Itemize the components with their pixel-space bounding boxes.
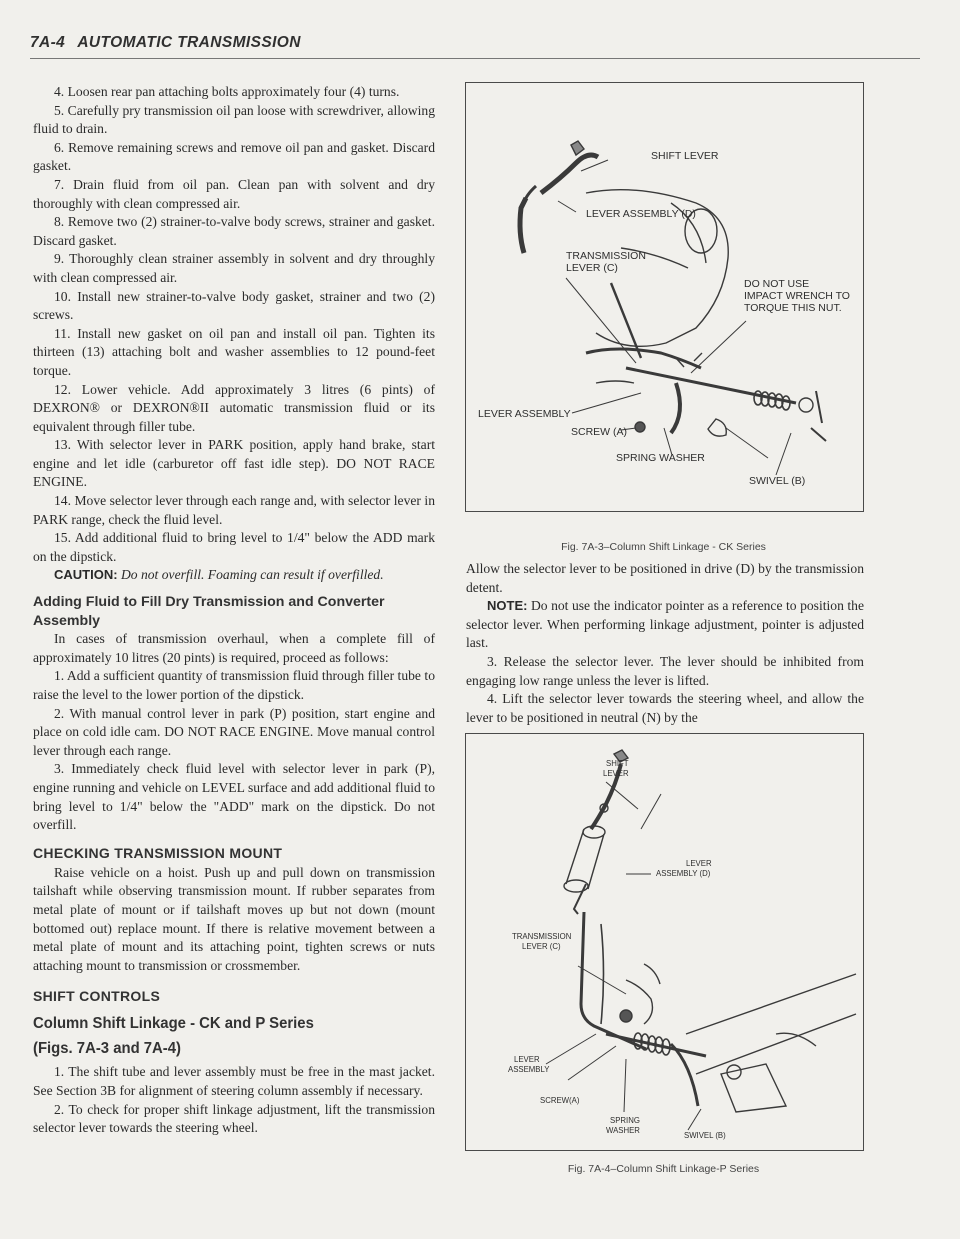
fig2-label-screw-a: SCREW(A) xyxy=(540,1096,580,1105)
step-10: 10. Install new strainer-to-valve body gasket, strainer and two (2) screws. xyxy=(33,288,435,323)
left-column xyxy=(33,83,435,1138)
step-9: 9. Thoroughly clean strainer assembly in solvent and dry throughly with clean compressed air. xyxy=(33,251,435,285)
caution-text: Do not overfill. Foaming can result if overfilled. xyxy=(120,567,384,583)
section-heading-fill-dry: Adding Fluid to Fill Dry Transmission and Converter Assembly xyxy=(33,594,385,629)
fig2-label-spring-1: SPRING xyxy=(610,1116,640,1125)
fig2-label-trans-2: LEVER (C) xyxy=(522,942,561,951)
fig2-label-shift-2: LEVER xyxy=(603,769,629,778)
fig1-label-transmission-2: LEVER (C) xyxy=(566,262,618,274)
fig1-label-swivel-b: SWIVEL (B) xyxy=(749,475,806,487)
right-step-3: 3. Release the selector lever. The lever should be inhibited from engaging low range unless the lever is lifted. xyxy=(466,653,864,688)
fig2-label-swivel-b: SWIVEL (B) xyxy=(684,1131,726,1140)
shift-step-1: 1. The shift tube and lever assembly must be free in the mast jacket. See Section 3B for alignment of steering column assembly if necessary. xyxy=(33,1064,435,1098)
fig1-warning-3: TORQUE THIS NUT. xyxy=(744,302,842,314)
page-title: AUTOMATIC TRANSMISSION xyxy=(77,34,301,51)
step-6: 6. Remove remaining screws and remove oil pan and gasket. Discard gasket. xyxy=(33,139,435,174)
fig1-warning-1: DO NOT USE xyxy=(744,278,810,290)
fig1-label-lever-assembly-d: LEVER ASSEMBLY (D) xyxy=(586,208,696,220)
caution-note xyxy=(33,566,435,585)
fig1-label-shift-lever: SHIFT LEVER xyxy=(651,150,719,162)
fig2-label-shift-1: SHIFT xyxy=(606,759,629,768)
step-11: 11. Install new gasket on oil pan and install oil pan. Tighten its thirteen (13) attaching bolt and washer assemblies to 12 pound-feet torque. xyxy=(33,325,435,378)
fig2-label-spring-2: WASHER xyxy=(606,1126,640,1135)
figure-7a-3-caption: Fig. 7A-3–Column Shift Linkage - CK Series xyxy=(561,541,766,553)
right-note xyxy=(466,597,864,653)
fig1-label-transmission-1: TRANSMISSION xyxy=(566,250,646,262)
step-13: 13. With selector lever in PARK position, apply hand brake, start engine and let idle (carburetor off fast idle step). DO NOT RACE ENGINE. xyxy=(33,437,435,490)
fig1-label-lever-assembly: LEVER ASSEMBLY xyxy=(478,408,571,420)
right-para-1: Allow the selector lever to be positioned in drive (D) by the transmission detent. xyxy=(466,561,864,595)
fig1-label-screw-a: SCREW (A) xyxy=(571,426,627,438)
fill-dry-intro: In cases of transmission overhaul, when a complete fill of approximately 10 litres (20 pints) is required, proceed as follows: xyxy=(33,631,435,665)
step-4: 4. Loosen rear pan attaching bolts approximately four (4) turns. xyxy=(54,84,400,99)
figure-7a-4-illustration xyxy=(466,734,863,1150)
figure-7a-3 xyxy=(465,82,864,512)
mount-text: Raise vehicle on a hoist. Push up and pull down on transmission tailshaft while observing transmission mount. If rubber separates from metal plate of mount or if tailshaft moves up but not down (mount bottomed out) replace mount. If there is relative movement between a metal plate of mount and its attaching point, tighten screws or nuts attaching mount to transmission or crossmember. xyxy=(33,864,435,973)
right-step-4: 4. Lift the selector lever towards the steering wheel, and allow the lever to be positioned in neutral (N) by the xyxy=(466,691,864,725)
fig2-label-lever-asm-2: ASSEMBLY xyxy=(508,1065,550,1074)
fig1-label-spring-washer: SPRING WASHER xyxy=(616,452,705,464)
section-heading-mount: CHECKING TRANSMISSION MOUNT xyxy=(33,844,283,861)
fill-step-3: 3. Immediately check fluid level with selector lever in park (P), engine running and vehicle on LEVEL surface and add additional fluid to bring level to 1/4" below the "ADD" mark on the dipstick. Do not overfill. xyxy=(33,761,435,833)
step-15: 15. Add additional fluid to bring level to 1/4" below the ADD mark on the dipstick. xyxy=(33,530,435,564)
section-heading-column-shift: Column Shift Linkage - CK and P Series xyxy=(33,1015,314,1033)
header-rule xyxy=(30,58,920,59)
step-8: 8. Remove two (2) strainer-to-valve body screws, strainer and gasket. Discard gasket. xyxy=(33,214,435,248)
fig2-label-lever-asm-1: LEVER xyxy=(514,1055,540,1064)
step-5: 5. Carefully pry transmission oil pan loose with screwdriver, allowing fluid to drain. xyxy=(33,102,435,137)
step-7: 7. Drain fluid from oil pan. Clean pan with solvent and dry thoroughly with clean compressed air. xyxy=(33,176,435,211)
caution-label: CAUTION: xyxy=(54,567,118,583)
note-label: NOTE: xyxy=(487,598,528,614)
fig2-label-lever-d-1: LEVER xyxy=(686,859,712,868)
fig1-warning-2: IMPACT WRENCH TO xyxy=(744,290,850,302)
fig2-label-trans-1: TRANSMISSION xyxy=(512,932,572,941)
step-14: 14. Move selector lever through each range and, with selector lever in PARK range, check the fluid level. xyxy=(33,493,435,527)
section-number: 7A-4 xyxy=(30,34,66,51)
step-12: 12. Lower vehicle. Add approximately 3 litres (6 pints) of DEXRON® or DEXRON®II automatic transmission fluid or its equivalent through filler tube. xyxy=(33,381,435,434)
page-header xyxy=(30,34,920,52)
fig2-label-lever-d-2: ASSEMBLY (D) xyxy=(656,869,711,878)
fill-step-2: 2. With manual control lever in park (P) position, start engine and place on cold idle cam. DO NOT RACE ENGINE. Move manual control lever through each range. xyxy=(33,705,435,758)
figure-7a-4 xyxy=(465,733,864,1151)
figure-7a-3-illustration xyxy=(466,83,863,511)
section-heading-shift-controls: SHIFT CONTROLS xyxy=(33,988,161,1005)
fill-step-1: 1. Add a sufficient quantity of transmission fluid through filler tube to raise the level to the lower portion of the dipstick. xyxy=(33,668,435,702)
figure-7a-4-caption: Fig. 7A-4–Column Shift Linkage-P Series xyxy=(567,1163,760,1175)
right-column xyxy=(466,560,864,727)
shift-step-2: 2. To check for proper shift linkage adjustment, lift the transmission selector lever towards the steering wheel. xyxy=(33,1101,435,1136)
note-text: Do not use the indicator pointer as a reference to position the selector lever. When performing linkage adjustment, pointer is adjusted last. xyxy=(466,598,864,651)
section-subheading-figs: (Figs. 7A-3 and 7A-4) xyxy=(33,1040,182,1058)
